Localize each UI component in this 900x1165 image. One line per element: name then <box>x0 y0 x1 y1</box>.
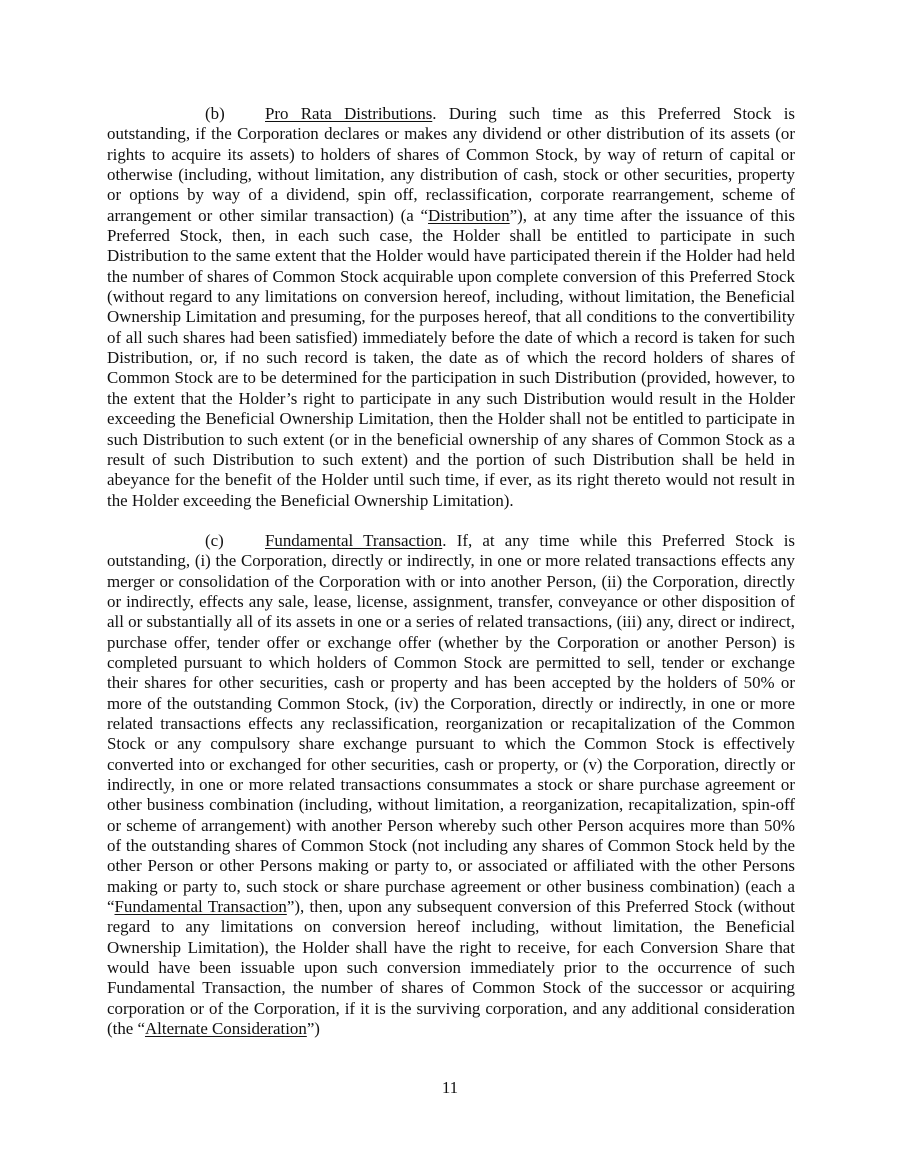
paragraph-b-text-2: ”), at any time after the issuance of this Preferred Stock, then, in each such case, the Holder shall be entitled to participate in such Distribution to the same extent that the Holder would have participated therein if the Holder had held the number of shares of Common Stock acquirable upon complete conversion of this Preferred Stock (without regard to any limitations on conversion hereof, including, without limitation, the Beneficial Ownership Limitation and presuming, for the purposes hereof, that all conditions to the convertibility of all such shares had been satisfied) immediately before the date of which a record is taken for such Distribution, or, if no such record is taken, the date as of which the record holders of shares of Common Stock are to be determined for the participation in such Distribution (provided, however, to the extent that the Holder’s right to participate in any such Distribution would result in the Holder exceeding the Beneficial Ownership Limitation, then the Holder shall not be entitled to participate in such Distribution to such extent (or in the beneficial ownership of any shares of Common Stock as a result of such Distribution to such extent) and the portion of such Distribution shall be held in abeyance for the benefit of the Holder until such time, if ever, as its right thereto would not result in the Holder exceeding the Beneficial Ownership Limitation). <box>107 205 795 510</box>
defined-term-distribution: Distribution <box>428 205 510 225</box>
paragraph-c <box>107 531 795 1040</box>
paragraph-c-text-1: . If, at any time while this Preferred Stock is outstanding, (i) the Corporation, directly or indirectly, in one or more related transactions effects any merger or consolidation of the Corporation with or into another Person, (ii) the Corporation, directly or indirectly, effects any sale, lease, license, assignment, transfer, conveyance or other disposition of all or substantially all of its assets in one or a series of related transactions, (iii) any, direct or indirect, purchase offer, tender offer or exchange offer (whether by the Corporation or another Person) is completed pursuant to which holders of Common Stock are permitted to sell, tender or exchange their shares for other securities, cash or property and has been accepted by the holders of 50% or more of the outstanding Common Stock, (iv) the Corporation, directly or indirectly, in one or more related transactions effects any reclassification, reorganization or recapitalization of the Common Stock or any compulsory share exchange pursuant to which the Common Stock is effectively converted into or exchanged for other securities, cash or property, or (v) the Corporation, directly or indirectly, in one or more related transactions consummates a stock or share purchase agreement or other business combination (including, without limitation, a reorganization, recapitalization, spin-off or scheme of arrangement) with another Person whereby such other Person acquires more than 50% of the outstanding shares of Common Stock (not including any shares of Common Stock held by the other Person or other Persons making or party to, or associated or affiliated with the other Persons making or party to, such stock or share purchase agreement or other business combination) (each a “ <box>107 530 796 917</box>
paragraph-c-heading: Fundamental Transaction <box>265 530 443 550</box>
paragraph-c-text-2: ”), then, upon any subsequent conversion of this Preferred Stock (without regard to any limitations on conversion hereof including, without limitation, the Beneficial Ownership Limitation), the Holder shall have the right to receive, for each Conversion Share that would have been issuable upon such conversion immediately prior to the occurrence of such Fundamental Transaction, the number of shares of Common Stock of the successor or acquiring corporation or of the Corporation, if it is the surviving corporation, and any additional consideration (the “ <box>107 897 795 1039</box>
page-body <box>107 104 795 1039</box>
defined-term-alternate-consideration: Alternate Consideration <box>144 1019 307 1039</box>
paragraph-b-heading: Pro Rata Distributions <box>265 104 433 123</box>
page-number: 11 <box>441 1078 459 1097</box>
paragraph-b-text-1: . During such time as this Preferred Stock is outstanding, if the Corporation declares or makes any dividend or other distribution of its assets (or rights to acquire its assets) to holders of shares of Common Stock, by way of return of capital or otherwise (including, without limitation, any distribution of cash, stock or other securities, property or options by way of a dividend, spin off, reclassification, corporate rearrangement, scheme of arrangement or other similar transaction) (a “ <box>107 104 796 225</box>
paragraph-b-label: (b) <box>205 104 225 123</box>
paragraph-b <box>107 104 795 511</box>
paragraph-c-text-3: ”) <box>306 1019 320 1039</box>
paragraph-c-label: (c) <box>205 530 224 550</box>
defined-term-fundamental-transaction: Fundamental Transaction <box>114 897 287 917</box>
